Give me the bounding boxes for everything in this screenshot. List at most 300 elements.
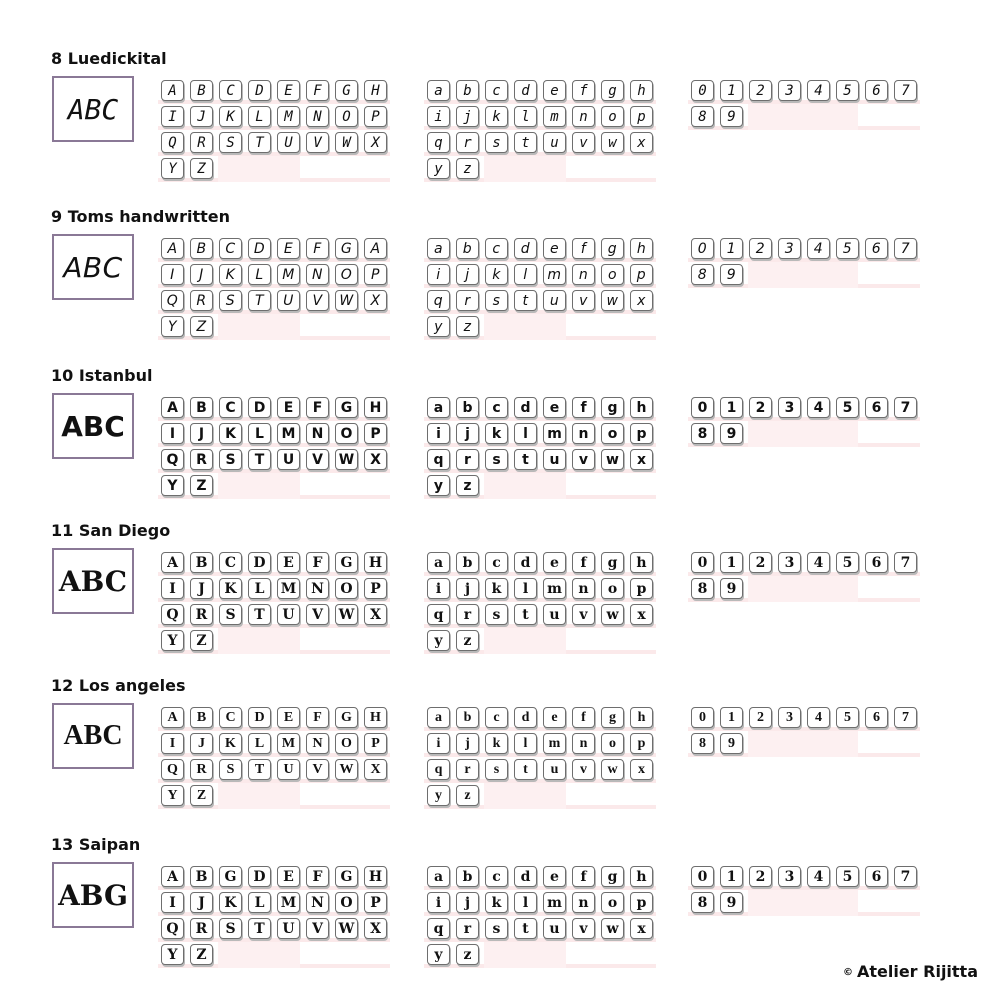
letter-key: d	[514, 707, 537, 728]
letter-key: G	[335, 80, 358, 101]
letter-key: s	[485, 449, 508, 470]
letter-key: Q	[161, 759, 184, 780]
lower-key-panel	[424, 395, 656, 499]
font-section	[0, 208, 1000, 364]
letter-key: 2	[749, 238, 772, 259]
letter-key: f	[572, 238, 595, 259]
key-row	[424, 576, 656, 602]
letter-key: 2	[749, 866, 772, 887]
letter-key: t	[514, 604, 537, 625]
letter-key: i	[427, 106, 450, 127]
letter-key: R	[190, 604, 213, 625]
letter-key: u	[543, 290, 566, 311]
letter-key: W	[335, 918, 358, 939]
letter-key: R	[190, 449, 213, 470]
letter-key: r	[456, 449, 479, 470]
letter-key: U	[277, 132, 300, 153]
key-row	[158, 130, 390, 156]
letter-key: L	[248, 733, 271, 754]
letter-key: 1	[720, 397, 743, 418]
letter-key: 8	[691, 264, 714, 285]
letter-key: d	[514, 397, 537, 418]
letter-key: x	[630, 132, 653, 153]
letter-key: S	[219, 759, 242, 780]
letter-key: K	[219, 423, 242, 444]
key-row	[688, 236, 920, 262]
letter-key: n	[572, 264, 595, 285]
letter-key: W	[335, 290, 358, 311]
letter-key: Y	[161, 475, 184, 496]
letter-key: G	[335, 707, 358, 728]
letter-key: d	[514, 80, 537, 101]
letter-key: z	[456, 158, 479, 179]
letter-key: x	[630, 449, 653, 470]
letter-key: F	[306, 80, 329, 101]
key-row	[158, 916, 390, 942]
letter-key: j	[456, 423, 479, 444]
letter-key: c	[485, 866, 508, 887]
key-row	[158, 576, 390, 602]
letter-key: s	[485, 132, 508, 153]
letter-key: N	[306, 578, 329, 599]
letter-key: m	[543, 733, 566, 754]
letter-key: B	[190, 238, 213, 259]
letter-key: 7	[894, 397, 917, 418]
letter-key: T	[248, 290, 271, 311]
font-section	[0, 677, 1000, 833]
letter-key: f	[572, 80, 595, 101]
letter-key: D	[248, 707, 271, 728]
letter-key: X	[364, 290, 387, 311]
letter-key: L	[248, 578, 271, 599]
letter-key: U	[277, 290, 300, 311]
letter-key: F	[306, 552, 329, 573]
letter-key: y	[427, 785, 450, 806]
letter-key: I	[161, 264, 184, 285]
letter-key: L	[248, 423, 271, 444]
letter-key: 5	[836, 80, 859, 101]
letter-key: 8	[691, 423, 714, 444]
letter-key: o	[601, 264, 624, 285]
letter-key: 5	[836, 552, 859, 573]
letter-key: s	[485, 918, 508, 939]
letter-key: Y	[161, 158, 184, 179]
letter-key: t	[514, 132, 537, 153]
letter-key: N	[306, 106, 329, 127]
letter-key: A	[161, 238, 184, 259]
letter-key: 3	[778, 80, 801, 101]
letter-key: a	[427, 397, 450, 418]
letter-key: Q	[161, 449, 184, 470]
letter-key: l	[514, 264, 537, 285]
letter-key: f	[572, 397, 595, 418]
letter-key: 6	[865, 397, 888, 418]
key-row	[158, 473, 390, 499]
letter-key: R	[190, 132, 213, 153]
letter-key: K	[219, 578, 242, 599]
letter-key: A	[161, 866, 184, 887]
key-row	[688, 731, 920, 757]
key-row	[424, 916, 656, 942]
letter-key: p	[630, 578, 653, 599]
letter-key: D	[248, 80, 271, 101]
letter-key: I	[161, 578, 184, 599]
letter-key: o	[601, 578, 624, 599]
key-row	[158, 395, 390, 421]
letter-key: 5	[836, 866, 859, 887]
letter-key: I	[161, 892, 184, 913]
letter-key: a	[427, 80, 450, 101]
letter-key: q	[427, 290, 450, 311]
letter-key: g	[601, 866, 624, 887]
key-row	[158, 78, 390, 104]
letter-key: z	[456, 475, 479, 496]
letter-key: Q	[161, 132, 184, 153]
letter-key: d	[514, 866, 537, 887]
key-row	[158, 288, 390, 314]
letter-key: 9	[720, 892, 743, 913]
letter-key: u	[543, 918, 566, 939]
letter-key: n	[572, 733, 595, 754]
key-row	[688, 421, 920, 447]
letter-key: d	[514, 552, 537, 573]
letter-key: 4	[807, 80, 830, 101]
letter-key: J	[190, 264, 213, 285]
letter-key: N	[306, 264, 329, 285]
letter-key: M	[277, 264, 300, 285]
font-title: 12 Los angeles	[51, 676, 186, 695]
letter-key: b	[456, 397, 479, 418]
letter-key: b	[456, 80, 479, 101]
letter-key: 9	[720, 264, 743, 285]
letter-key: Y	[161, 785, 184, 806]
letter-key: Z	[190, 630, 213, 651]
letter-key: U	[277, 449, 300, 470]
letter-key: 9	[720, 733, 743, 754]
letter-key: C	[219, 397, 242, 418]
letter-key: 9	[720, 423, 743, 444]
key-row	[424, 395, 656, 421]
letter-key: r	[456, 604, 479, 625]
letter-key: 7	[894, 238, 917, 259]
letter-key: E	[277, 552, 300, 573]
letter-key: C	[219, 707, 242, 728]
letter-key: q	[427, 132, 450, 153]
letter-key: B	[190, 866, 213, 887]
letter-key: y	[427, 944, 450, 965]
key-row	[688, 864, 920, 890]
letter-key: v	[572, 449, 595, 470]
letter-key: p	[630, 106, 653, 127]
letter-key: w	[601, 759, 624, 780]
letter-key: r	[456, 290, 479, 311]
lower-key-panel	[424, 864, 656, 968]
letter-key: l	[514, 578, 537, 599]
brand-name: Atelier Rijitta	[856, 962, 978, 981]
key-row	[158, 942, 390, 968]
upper-key-panel	[158, 78, 390, 182]
key-row	[424, 130, 656, 156]
letter-key: t	[514, 759, 537, 780]
letter-key: x	[630, 604, 653, 625]
letter-key: 3	[778, 397, 801, 418]
letter-key: 9	[720, 106, 743, 127]
digits-key-panel	[688, 705, 920, 757]
letter-key: M	[277, 578, 300, 599]
letter-key: y	[427, 316, 450, 337]
letter-key: c	[485, 397, 508, 418]
letter-key: K	[219, 106, 242, 127]
letter-key: M	[277, 733, 300, 754]
key-row	[158, 236, 390, 262]
letter-key: z	[456, 630, 479, 651]
letter-key: T	[248, 449, 271, 470]
letter-key: x	[630, 759, 653, 780]
key-row	[158, 864, 390, 890]
letter-key: b	[456, 707, 479, 728]
letter-key: 6	[865, 707, 888, 728]
key-row	[424, 447, 656, 473]
letter-key: 6	[865, 866, 888, 887]
letter-key: O	[335, 578, 358, 599]
letter-key: 2	[749, 80, 772, 101]
letter-key: t	[514, 449, 537, 470]
upper-key-panel	[158, 236, 390, 340]
letter-key: q	[427, 918, 450, 939]
letter-key: H	[364, 397, 387, 418]
font-sample-box: ABC	[52, 234, 134, 300]
letter-key: w	[601, 604, 624, 625]
key-row	[424, 288, 656, 314]
letter-key: h	[630, 552, 653, 573]
letter-key: Y	[161, 630, 184, 651]
upper-key-panel	[158, 864, 390, 968]
letter-key: v	[572, 132, 595, 153]
letter-key: 7	[894, 866, 917, 887]
copyright	[843, 962, 978, 981]
letter-key: m	[543, 423, 566, 444]
key-row	[424, 421, 656, 447]
letter-key: t	[514, 918, 537, 939]
letter-key: K	[219, 733, 242, 754]
font-sample-box: ABC	[52, 548, 134, 614]
letter-key: a	[427, 866, 450, 887]
font-title: 13 Saipan	[51, 835, 141, 854]
letter-key: A	[161, 552, 184, 573]
letter-key: 7	[894, 707, 917, 728]
letter-key: y	[427, 158, 450, 179]
font-section	[0, 367, 1000, 523]
font-section	[0, 522, 1000, 678]
letter-key: B	[190, 552, 213, 573]
letter-key: 3	[778, 707, 801, 728]
letter-key: k	[485, 106, 508, 127]
letter-key: U	[277, 759, 300, 780]
upper-key-panel	[158, 705, 390, 809]
letter-key: 2	[749, 707, 772, 728]
letter-key: d	[514, 238, 537, 259]
font-section	[0, 50, 1000, 206]
letter-key: u	[543, 759, 566, 780]
letter-key: 0	[691, 707, 714, 728]
letter-key: I	[161, 733, 184, 754]
key-row	[688, 395, 920, 421]
letter-key: S	[219, 132, 242, 153]
letter-key: 0	[691, 397, 714, 418]
letter-key: e	[543, 866, 566, 887]
letter-key: u	[543, 449, 566, 470]
key-row	[158, 602, 390, 628]
letter-key: h	[630, 80, 653, 101]
key-row	[424, 78, 656, 104]
letter-key: h	[630, 397, 653, 418]
letter-key: z	[456, 944, 479, 965]
key-row	[158, 314, 390, 340]
letter-key: E	[277, 397, 300, 418]
letter-key: 1	[720, 552, 743, 573]
letter-key: q	[427, 759, 450, 780]
letter-key: 0	[691, 80, 714, 101]
letter-key: n	[572, 106, 595, 127]
letter-key: b	[456, 238, 479, 259]
letter-key: G	[335, 397, 358, 418]
key-row	[158, 628, 390, 654]
key-row	[424, 314, 656, 340]
letter-key: P	[364, 578, 387, 599]
letter-key: V	[306, 918, 329, 939]
key-row	[688, 78, 920, 104]
key-row	[158, 783, 390, 809]
letter-key: A	[161, 397, 184, 418]
letter-key: V	[306, 449, 329, 470]
letter-key: S	[219, 290, 242, 311]
letter-key: i	[427, 578, 450, 599]
letter-key: 0	[691, 238, 714, 259]
letter-key: X	[364, 449, 387, 470]
font-title: 10 Istanbul	[51, 366, 153, 385]
letter-key: E	[277, 866, 300, 887]
key-row	[424, 104, 656, 130]
letter-key: y	[427, 475, 450, 496]
letter-key: r	[456, 132, 479, 153]
letter-key: q	[427, 449, 450, 470]
letter-key: 1	[720, 80, 743, 101]
letter-key: S	[219, 918, 242, 939]
letter-key: B	[190, 397, 213, 418]
letter-key: z	[456, 316, 479, 337]
letter-key: X	[364, 132, 387, 153]
letter-key: f	[572, 866, 595, 887]
letter-key: a	[427, 238, 450, 259]
key-row	[158, 104, 390, 130]
letter-key: g	[601, 552, 624, 573]
letter-key: 4	[807, 866, 830, 887]
letter-key: m	[543, 578, 566, 599]
letter-key: E	[277, 707, 300, 728]
letter-key: n	[572, 423, 595, 444]
letter-key: m	[543, 264, 566, 285]
letter-key: m	[543, 106, 566, 127]
key-row	[424, 890, 656, 916]
letter-key: A	[364, 238, 387, 259]
letter-key: O	[335, 264, 358, 285]
letter-key: c	[485, 80, 508, 101]
letter-key: 8	[691, 733, 714, 754]
letter-key: G	[219, 866, 242, 887]
key-row	[158, 421, 390, 447]
key-row	[424, 262, 656, 288]
letter-key: L	[248, 264, 271, 285]
letter-key: l	[514, 423, 537, 444]
letter-key: X	[364, 759, 387, 780]
letter-key: o	[601, 733, 624, 754]
key-row	[424, 628, 656, 654]
letter-key: D	[248, 866, 271, 887]
letter-key: J	[190, 578, 213, 599]
letter-key: F	[306, 866, 329, 887]
letter-key: h	[630, 238, 653, 259]
letter-key: Q	[161, 290, 184, 311]
letter-key: a	[427, 707, 450, 728]
letter-key: A	[161, 80, 184, 101]
letter-key: F	[306, 707, 329, 728]
letter-key: H	[364, 552, 387, 573]
lower-key-panel	[424, 78, 656, 182]
letter-key: s	[485, 290, 508, 311]
letter-key: N	[306, 892, 329, 913]
lower-key-panel	[424, 236, 656, 340]
letter-key: 2	[749, 552, 772, 573]
letter-key: D	[248, 238, 271, 259]
letter-key: 5	[836, 397, 859, 418]
font-title: 8 Luedickital	[51, 49, 167, 68]
letter-key: Y	[161, 944, 184, 965]
letter-key: k	[485, 892, 508, 913]
letter-key: 4	[807, 552, 830, 573]
letter-key: O	[335, 423, 358, 444]
letter-key: 4	[807, 707, 830, 728]
font-title: 9 Toms handwritten	[51, 207, 230, 226]
key-row	[688, 550, 920, 576]
key-row	[424, 550, 656, 576]
letter-key: W	[335, 759, 358, 780]
letter-key: r	[456, 918, 479, 939]
upper-key-panel	[158, 395, 390, 499]
letter-key: C	[219, 552, 242, 573]
font-sample-box: ABG	[52, 862, 134, 928]
letter-key: l	[514, 892, 537, 913]
letter-key: j	[456, 733, 479, 754]
letter-key: K	[219, 892, 242, 913]
key-row	[424, 156, 656, 182]
letter-key: k	[485, 733, 508, 754]
letter-key: V	[306, 604, 329, 625]
letter-key: S	[219, 604, 242, 625]
letter-key: O	[335, 733, 358, 754]
letter-key: L	[248, 106, 271, 127]
letter-key: X	[364, 918, 387, 939]
letter-key: o	[601, 892, 624, 913]
letter-key: B	[190, 707, 213, 728]
letter-key: 9	[720, 578, 743, 599]
letter-key: w	[601, 449, 624, 470]
letter-key: c	[485, 707, 508, 728]
letter-key: Z	[190, 475, 213, 496]
letter-key: q	[427, 604, 450, 625]
letter-key: u	[543, 132, 566, 153]
letter-key: Z	[190, 158, 213, 179]
letter-key: Q	[161, 918, 184, 939]
